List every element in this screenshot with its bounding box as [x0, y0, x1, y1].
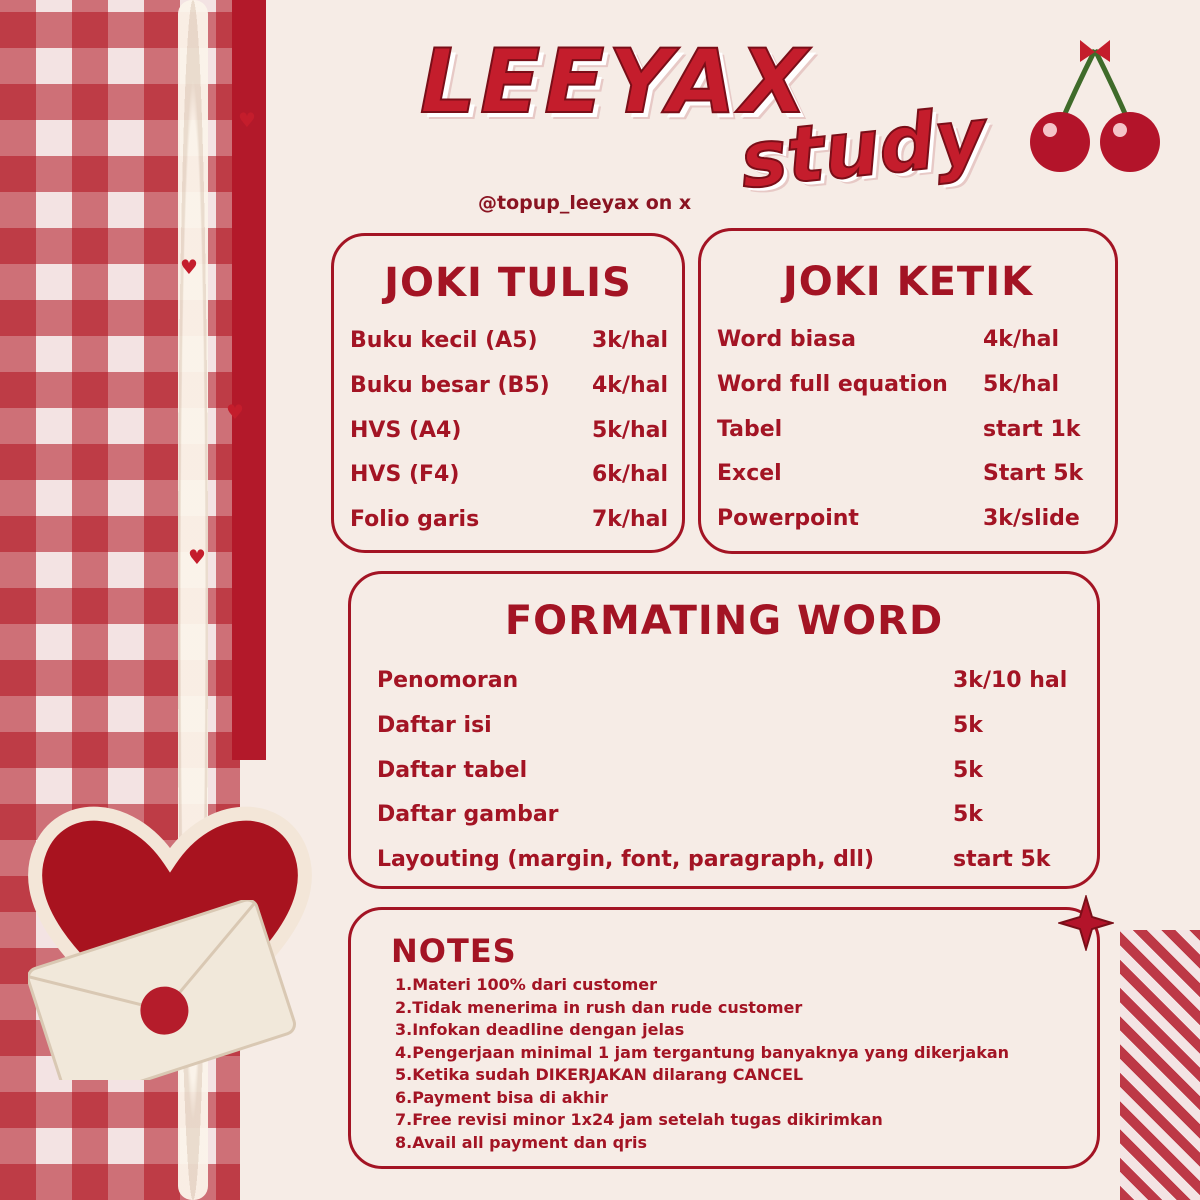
notes-title: NOTES [391, 932, 517, 970]
item-name: Penomoran [377, 668, 519, 693]
item-name: Folio garis [350, 507, 480, 532]
formating-word-card [348, 571, 1100, 889]
item-price: 7k/hal [591, 507, 668, 532]
price-row [377, 802, 1077, 827]
item-name: Buku kecil (A5) [350, 328, 538, 353]
note-item: 6.Payment bisa di akhir [395, 1087, 608, 1107]
price-row [350, 507, 668, 532]
item-name: Daftar tabel [377, 758, 528, 783]
item-price: start 5k [953, 847, 1051, 872]
price-row [350, 418, 668, 443]
item-name: Powerpoint [717, 506, 859, 531]
bow-icon: ♥ [188, 545, 206, 569]
notes-list [395, 974, 1009, 1154]
item-name: HVS (F4) [350, 462, 460, 487]
item-price: 5k [953, 758, 983, 783]
joki-ketik-card [698, 228, 1118, 554]
item-price: 3k/slide [983, 506, 1080, 531]
price-row [717, 506, 1093, 531]
item-name: Daftar isi [377, 713, 492, 738]
joki-tulis-card [331, 233, 685, 553]
brand-subtitle: study [735, 91, 990, 207]
price-row [350, 462, 668, 487]
price-row [350, 373, 668, 398]
price-row [377, 758, 1077, 783]
item-price: start 1k [983, 417, 1081, 442]
social-handle: @topup_leeyax on x [478, 192, 692, 214]
item-price: 3k/hal [591, 328, 668, 353]
item-price: 5k/hal [591, 418, 668, 443]
price-row [717, 327, 1093, 352]
note-item: 2.Tidak menerima in rush dan rude customer [395, 997, 803, 1017]
bow-icon: ♥ [180, 255, 198, 279]
item-name: Buku besar (B5) [350, 373, 550, 398]
item-price: 3k/10 hal [953, 668, 1068, 693]
item-name: Word full equation [717, 372, 948, 397]
item-price: 6k/hal [591, 462, 668, 487]
note-item: 5.Ketika sudah DIKERJAKAN dilarang CANCEL [395, 1065, 804, 1084]
notes-card [348, 907, 1100, 1169]
item-price: 5k/hal [983, 372, 1060, 397]
note-item: 4.Pengerjaan minimal 1 jam tergantung banyaknya yang dikerjakan [395, 1042, 1010, 1062]
item-name: Daftar gambar [377, 802, 559, 827]
note-item: 7.Free revisi minor 1x24 jam setelah tugas dikirimkan [395, 1110, 883, 1129]
price-row [377, 713, 1077, 738]
item-name: Layouting (margin, font, paragraph, dll) [377, 847, 874, 872]
note-item: 8.Avail all payment dan qris [395, 1132, 648, 1152]
item-name: HVS (A4) [350, 418, 462, 443]
price-row [350, 328, 668, 353]
price-row [717, 461, 1093, 486]
item-name: Excel [717, 461, 782, 486]
card-title: JOKI TULIS [384, 260, 632, 306]
price-row [717, 372, 1093, 397]
card-title: FORMATING WORD [504, 598, 944, 644]
item-price: 5k [953, 713, 983, 738]
item-name: Tabel [717, 417, 783, 442]
bow-icon: ♥ [238, 108, 256, 132]
item-price: 4k/hal [983, 327, 1060, 352]
bow-icon: ♥ [226, 400, 244, 424]
price-row [717, 417, 1093, 442]
card-title: JOKI KETIK [782, 259, 1034, 305]
price-row [377, 847, 1077, 872]
envelope-icon [28, 900, 298, 1080]
note-item: 3.Infokan deadline dengan jelas [395, 1020, 685, 1039]
brand-title: LEEYAX [420, 30, 812, 133]
star-icon [1058, 895, 1114, 951]
note-item: 1.Materi 100% dari customer [395, 975, 658, 994]
item-price: 5k [953, 802, 983, 827]
cherry-icon [1020, 30, 1170, 180]
ribbon-decoration [1120, 930, 1200, 1200]
item-name: Word biasa [717, 327, 856, 352]
item-price: Start 5k [983, 461, 1084, 486]
item-price: 4k/hal [591, 373, 668, 398]
price-row [377, 668, 1077, 693]
